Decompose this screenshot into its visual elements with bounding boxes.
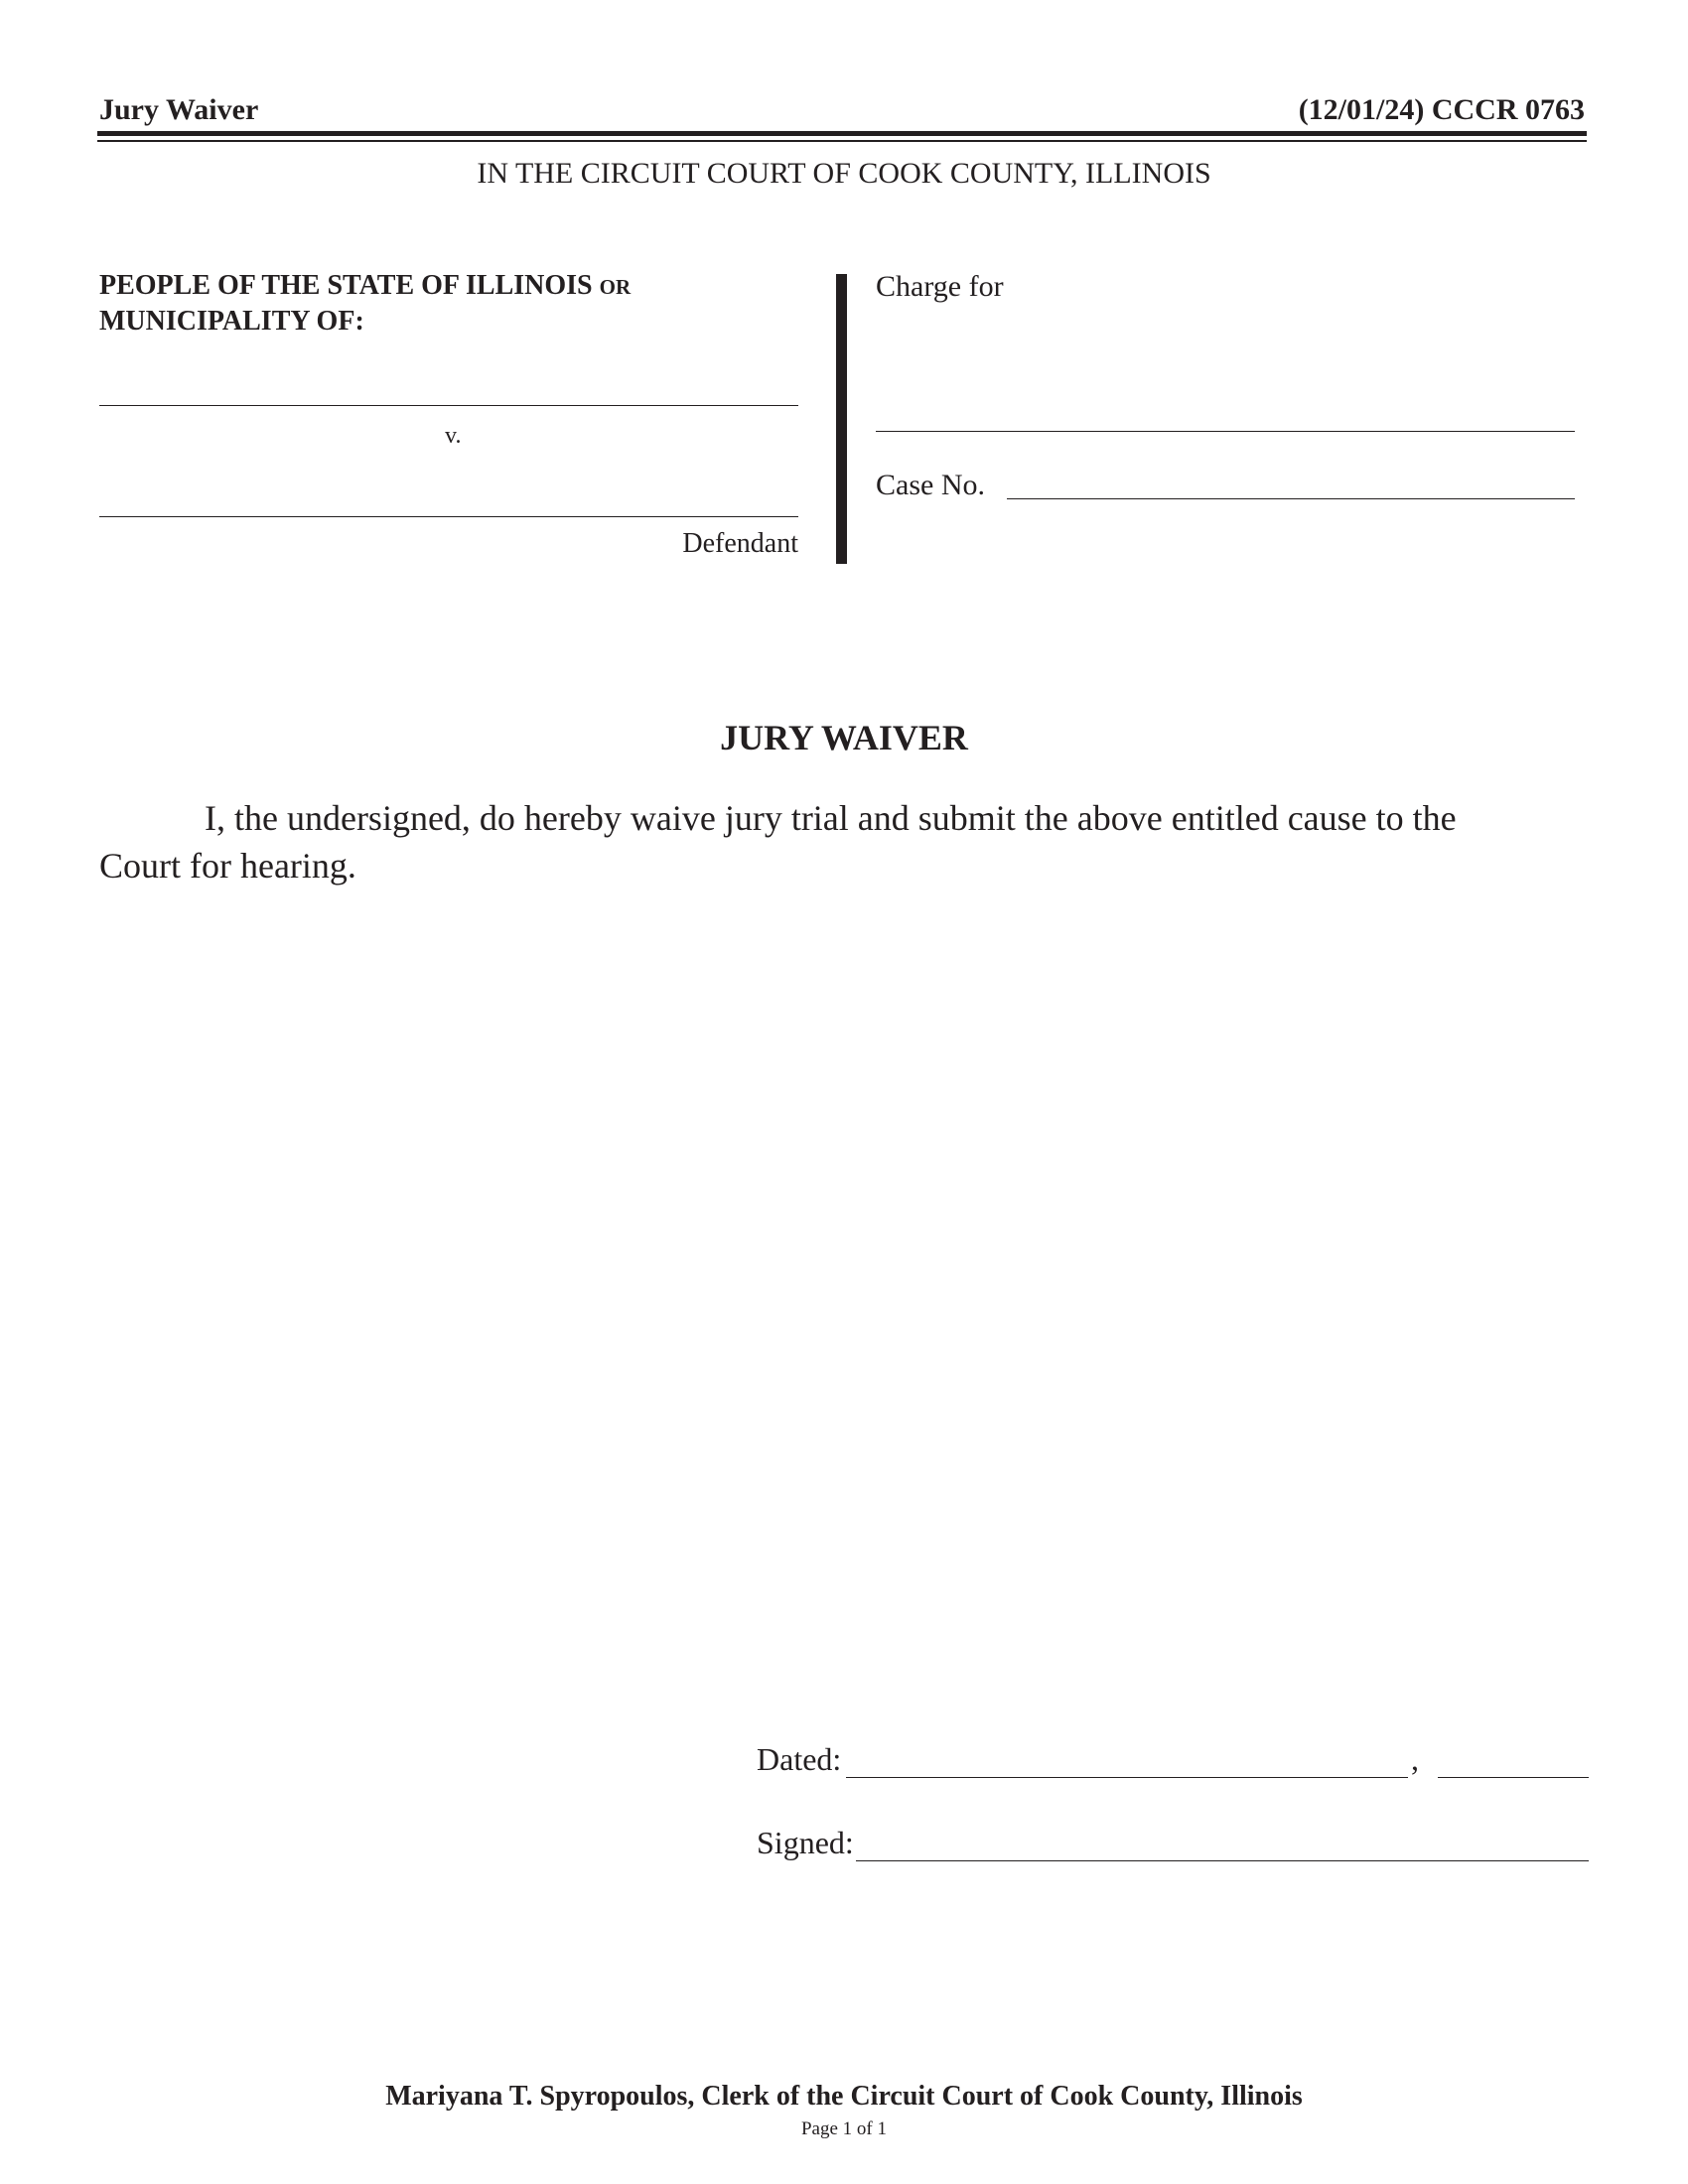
signed-label: Signed: <box>757 1825 854 1860</box>
signature-field[interactable] <box>856 1860 1589 1861</box>
form-title-header: Jury Waiver <box>99 93 259 126</box>
dated-label: Dated: <box>757 1741 842 1777</box>
caption-divider <box>836 274 847 564</box>
clerk-footer: Mariyana T. Spyropoulos, Clerk of the Circuit Court of Cook County, Illinois <box>385 2081 1303 2112</box>
charge-field[interactable] <box>876 431 1575 432</box>
waiver-statement: I, the undersigned, do hereby waive jury trial and submit the above entitled cause to the Court for hearing. <box>99 798 1457 886</box>
plaintiff-name-field[interactable] <box>99 405 798 406</box>
plaintiff-or-text: OR <box>599 275 632 299</box>
charge-label: Charge for <box>876 270 1004 303</box>
case-no-field[interactable] <box>1007 498 1575 499</box>
document-title: JURY WAIVER <box>720 718 968 757</box>
plaintiff-label-line1 <box>99 270 631 302</box>
header-rule-thick <box>97 131 1587 136</box>
defendant-name-field[interactable] <box>99 516 798 517</box>
date-separator: , <box>1411 1741 1419 1777</box>
defendant-label: Defendant <box>682 528 798 559</box>
year-field[interactable] <box>1438 1777 1589 1778</box>
page-number: Page 1 of 1 <box>800 2118 887 2139</box>
dated-field[interactable] <box>846 1777 1408 1778</box>
court-name: IN THE CIRCUIT COURT OF COOK COUNTY, ILLINOIS <box>477 157 1211 190</box>
plaintiff-label-line2: MUNICIPALITY OF: <box>99 306 364 337</box>
header-rule-thin <box>97 140 1587 142</box>
versus-text: v. <box>445 423 462 449</box>
form-code: (12/01/24) CCCR 0763 <box>1298 93 1585 126</box>
case-no-label: Case No. <box>876 469 985 501</box>
plaintiff-label-text: PEOPLE OF THE STATE OF ILLINOIS <box>99 270 593 301</box>
